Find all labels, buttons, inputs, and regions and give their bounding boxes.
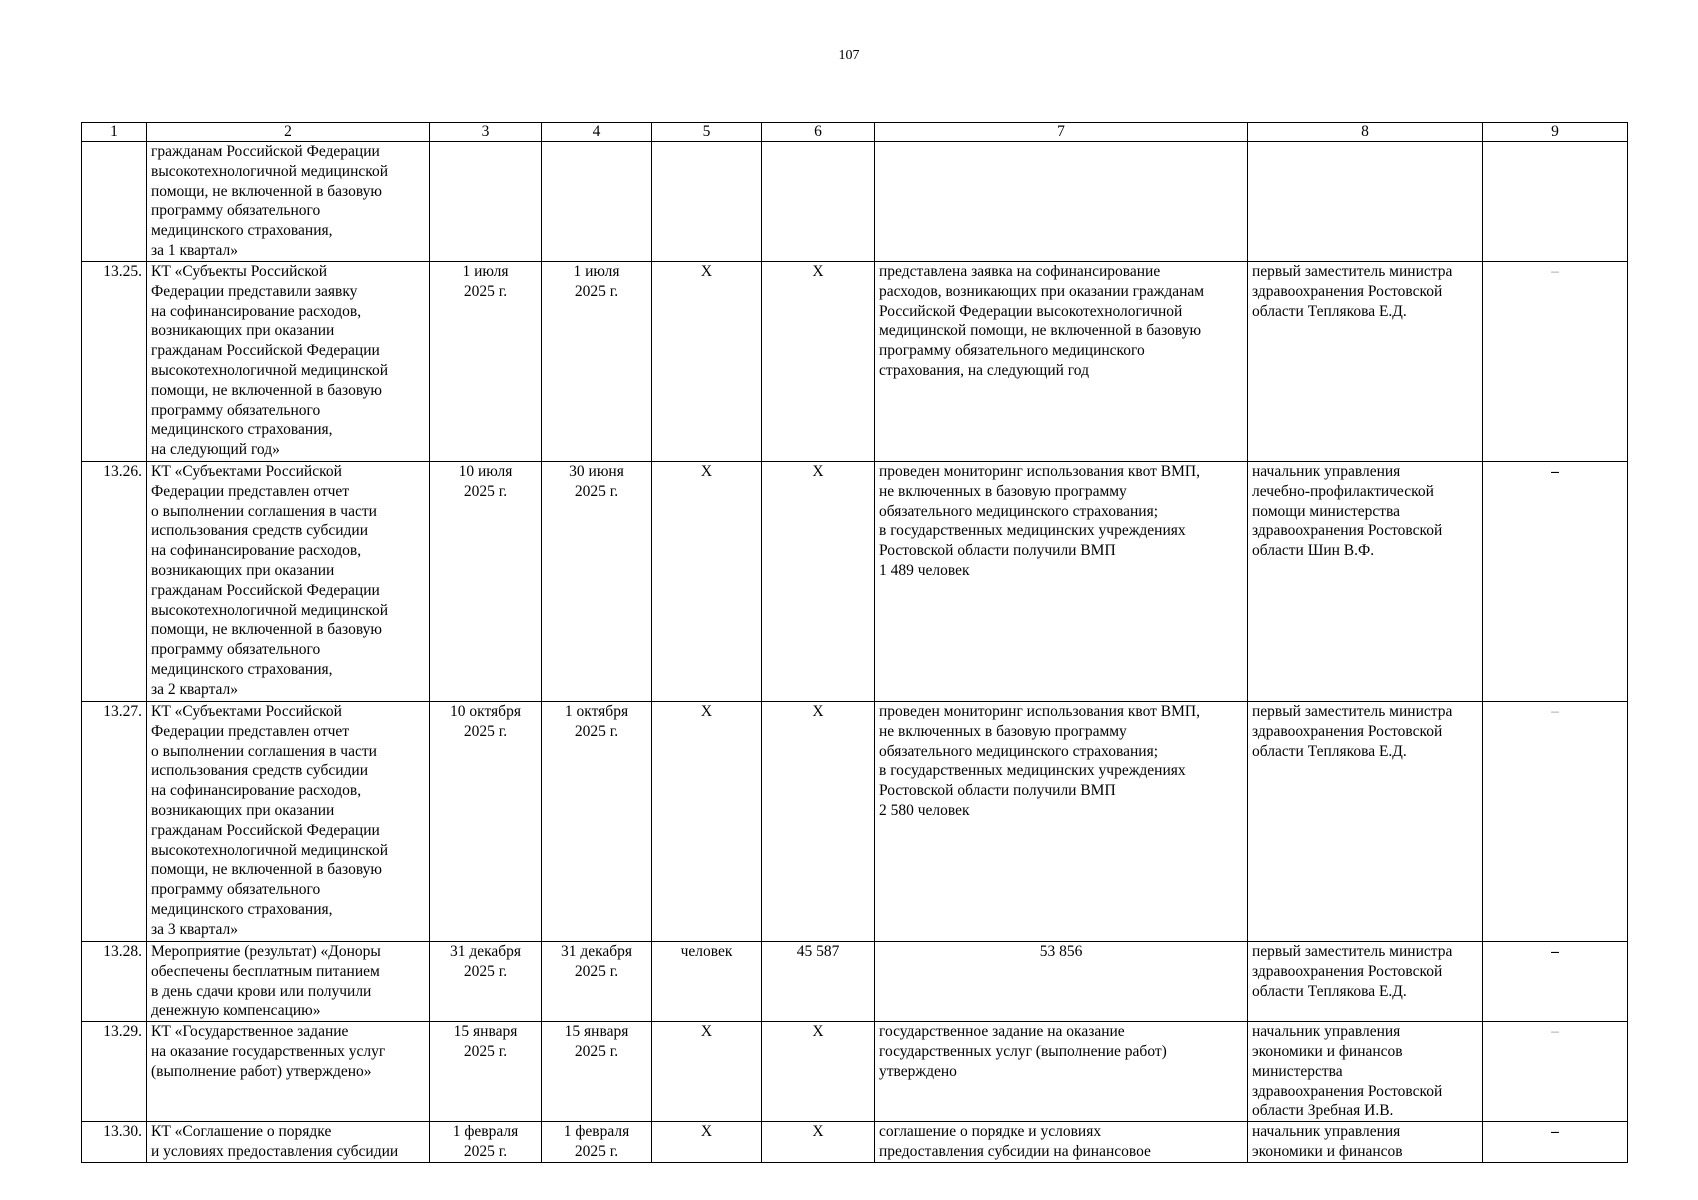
row-number: 13.28.: [82, 942, 147, 1022]
table-row: [82, 1122, 1628, 1163]
note: –: [1483, 262, 1628, 462]
result-text: государственное задание на оказание государственных услуг (выполнение работ) утверждено: [875, 1022, 1248, 1122]
end-date: [542, 142, 652, 262]
start-date: 1 февраля 2025 г.: [430, 1122, 542, 1163]
row-number: 13.27.: [82, 702, 147, 942]
responsible-person: первый заместитель министра здравоохранения Ростовской области Теплякова Е.Д.: [1248, 702, 1483, 942]
row-number: 13.25.: [82, 262, 147, 462]
note: –: [1483, 1022, 1628, 1122]
result-text: представлена заявка на софинансирование расходов, возникающих при оказании гражданам Российской Федерации высокотехнологичной медицинской помощи, не включенной в базовую программу обязательного медицинского страхования, на следующий год: [875, 262, 1248, 462]
result-text: [875, 142, 1248, 262]
base-value: 45 587: [762, 942, 875, 1022]
unit: X: [652, 702, 762, 942]
note: [1483, 142, 1628, 262]
column-number: 1: [82, 123, 147, 142]
responsible-person: начальник управления лечебно-профилактической помощи министерства здравоохранения Ростовской области Шин В.Ф.: [1248, 462, 1483, 702]
table-row: [82, 462, 1628, 702]
row-title: КТ «Субъекты Российской Федерации представили заявку на софинансирование расходов, возникающих при оказании гражданам Российской Федерации высокотехнологичной медицинской помощи, не включенной в базовую программу обязательного медицинского страхования, на следующий год»: [147, 262, 430, 462]
result-text: соглашение о порядке и условиях предоставления субсидии на финансовое: [875, 1122, 1248, 1163]
report-table: [81, 122, 1628, 1163]
base-value: X: [762, 1022, 875, 1122]
start-date: 10 октября 2025 г.: [430, 702, 542, 942]
column-number: 6: [762, 123, 875, 142]
row-title: Мероприятие (результат) «Доноры обеспечены бесплатным питанием в день сдачи крови или получили денежную компенсацию»: [147, 942, 430, 1022]
end-date: 1 февраля 2025 г.: [542, 1122, 652, 1163]
responsible-person: начальник управления экономики и финансов: [1248, 1122, 1483, 1163]
start-date: 31 декабря 2025 г.: [430, 942, 542, 1022]
start-date: 10 июля 2025 г.: [430, 462, 542, 702]
row-number: [82, 142, 147, 262]
column-number: 7: [875, 123, 1248, 142]
base-value: X: [762, 262, 875, 462]
table-row: [82, 702, 1628, 942]
end-date: 1 октября 2025 г.: [542, 702, 652, 942]
unit: X: [652, 1022, 762, 1122]
note: –: [1483, 942, 1628, 1022]
note: –: [1483, 462, 1628, 702]
column-number: 9: [1483, 123, 1628, 142]
row-number: 13.26.: [82, 462, 147, 702]
start-date: 15 января 2025 г.: [430, 1022, 542, 1122]
start-date: [430, 142, 542, 262]
unit: X: [652, 462, 762, 702]
row-title: КТ «Государственное задание на оказание государственных услуг (выполнение работ) утверждено»: [147, 1022, 430, 1122]
base-value: [762, 142, 875, 262]
row-title: КТ «Субъектами Российской Федерации представлен отчет о выполнении соглашения в части использования средств субсидии на софинансирование расходов, возникающих при оказании гражданам Российской Федерации высокотехнологичной медицинской помощи, не включенной в базовую программу обязательного медицинского страхования, за 2 квартал»: [147, 462, 430, 702]
base-value: X: [762, 1122, 875, 1163]
result-text: проведен мониторинг использования квот ВМП, не включенных в базовую программу обязательного медицинского страхования; в государственных медицинских учреждениях Ростовской области получили ВМП 1 489 человек: [875, 462, 1248, 702]
note: –: [1483, 702, 1628, 942]
column-number: 2: [147, 123, 430, 142]
base-value: X: [762, 702, 875, 942]
row-title: КТ «Субъектами Российской Федерации представлен отчет о выполнении соглашения в части использования средств субсидии на софинансирование расходов, возникающих при оказании гражданам Российской Федерации высокотехнологичной медицинской помощи, не включенной в базовую программу обязательного медицинского страхования, за 3 квартал»: [147, 702, 430, 942]
row-number: 13.30.: [82, 1122, 147, 1163]
row-title: КТ «Соглашение о порядке и условиях предоставления субсидии: [147, 1122, 430, 1163]
responsible-person: первый заместитель министра здравоохранения Ростовской области Теплякова Е.Д.: [1248, 262, 1483, 462]
column-number: 4: [542, 123, 652, 142]
page-number: 107: [838, 48, 860, 63]
column-number-row: [82, 123, 1628, 142]
end-date: 1 июля 2025 г.: [542, 262, 652, 462]
note: –: [1483, 1122, 1628, 1163]
table-row: [82, 142, 1628, 262]
column-number: 3: [430, 123, 542, 142]
unit: человек: [652, 942, 762, 1022]
table-row: [82, 942, 1628, 1022]
table-row: [82, 1022, 1628, 1122]
base-value: X: [762, 462, 875, 702]
result-text: проведен мониторинг использования квот ВМП, не включенных в базовую программу обязательного медицинского страхования; в государственных медицинских учреждениях Ростовской области получили ВМП 2 580 человек: [875, 702, 1248, 942]
responsible-person: первый заместитель министра здравоохранения Ростовской области Теплякова Е.Д.: [1248, 942, 1483, 1022]
responsible-person: [1248, 142, 1483, 262]
unit: X: [652, 262, 762, 462]
end-date: 31 декабря 2025 г.: [542, 942, 652, 1022]
end-date: 30 июня 2025 г.: [542, 462, 652, 702]
row-number: 13.29.: [82, 1022, 147, 1122]
end-date: 15 января 2025 г.: [542, 1022, 652, 1122]
responsible-person: начальник управления экономики и финансов министерства здравоохранения Ростовской области Зребная И.В.: [1248, 1022, 1483, 1122]
start-date: 1 июля 2025 г.: [430, 262, 542, 462]
unit: X: [652, 1122, 762, 1163]
result-text: 53 856: [875, 942, 1248, 1022]
column-number: 5: [652, 123, 762, 142]
unit: [652, 142, 762, 262]
column-number: 8: [1248, 123, 1483, 142]
row-title: гражданам Российской Федерации высокотехнологичной медицинской помощи, не включенной в базовую программу обязательного медицинского страхования, за 1 квартал»: [147, 142, 430, 262]
table-row: [82, 262, 1628, 462]
